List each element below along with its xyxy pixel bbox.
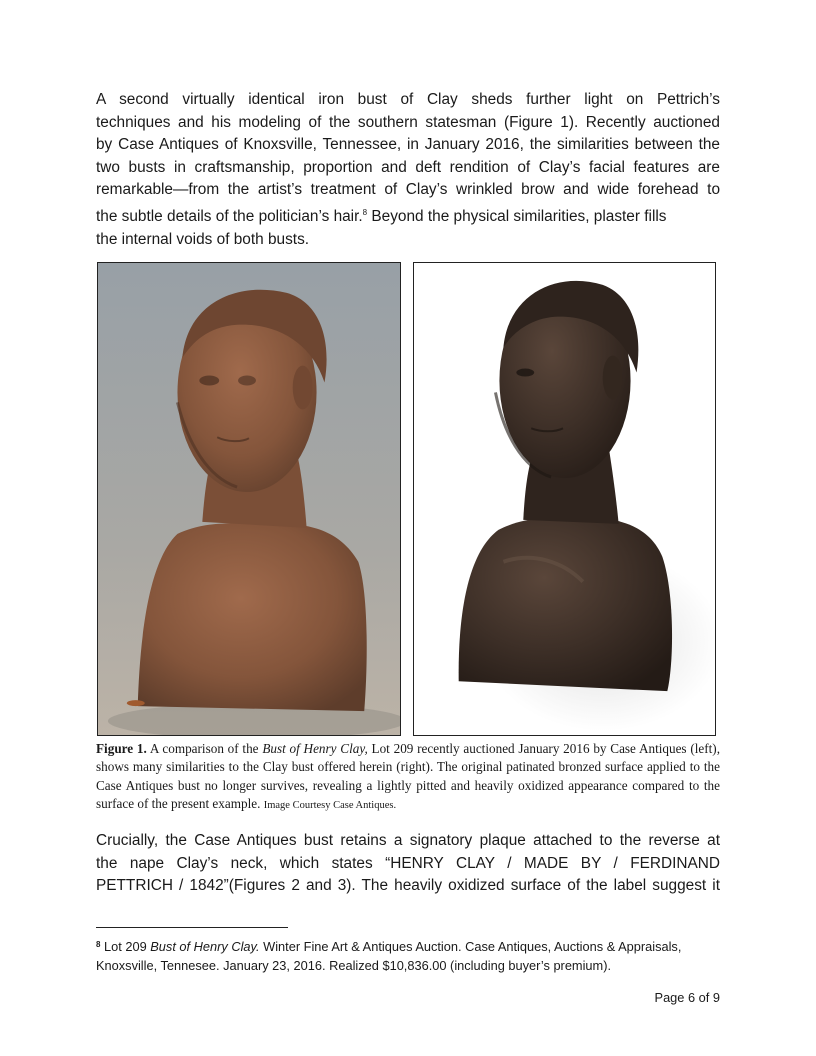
- text-line: remarkable—from the artist’s treatment of Clay’s wrinkled brow and wide forehead to: [96, 181, 720, 199]
- footnote-text: Winter Fine Art & Antiques Auction. Case Antiques, Auctions & Appraisals, Knoxsville, Tennesee. January 23, 2016. Realized $10,836.00 (including buyer’s premium).: [96, 939, 682, 973]
- body-paragraph-2: [96, 830, 720, 898]
- text-line: by Case Antiques of Knoxsville, Tennessee, in January 2016, the similarities between the: [96, 136, 720, 154]
- text-line: the internal voids of both busts.: [96, 230, 310, 248]
- text-line: A second virtually identical iron bust of Clay sheds further light on Pettrich’s: [96, 91, 720, 108]
- footnote-artwork-title: Bust of Henry Clay.: [150, 939, 260, 954]
- text-line: the nape Clay’s neck, which states “HENRY CLAY / MADE BY / FERDINAND: [96, 854, 720, 872]
- page-number: Page 6 of 9: [654, 990, 720, 1005]
- text-line: techniques and his modeling of the southern statesman (Figure 1). Recently auctioned: [96, 113, 720, 131]
- footnote-reference[interactable]: 8: [362, 207, 368, 217]
- footnote-text: Lot 209: [100, 939, 151, 954]
- footnote: [96, 935, 720, 975]
- rusted-iron-bust-image: [98, 263, 400, 735]
- text-line: Crucially, the Case Antiques bust retains a signatory plaque attached to the reverse at: [96, 832, 720, 849]
- bust-photo-case-antiques: [97, 262, 401, 736]
- text-fragment: the subtle details of the politician’s hair.: [96, 207, 363, 225]
- footnote-divider: [96, 927, 288, 928]
- figure-caption: [96, 740, 720, 816]
- text-line-with-footnote: [96, 202, 720, 229]
- body-paragraph-1: [96, 89, 720, 251]
- text-fragment: Beyond the physical similarities, plaster fills: [367, 207, 667, 225]
- bronzed-bust-image: [414, 263, 715, 735]
- text-line: two busts in craftsmanship, proportion and deft rendition of Clay’s facial features are: [96, 158, 720, 176]
- bust-photo-present-example: [413, 262, 716, 736]
- caption-text: Lot 209 recently auctioned January 2016 by Case Antiques (left), shows many similarities to the Clay bust offered herein (right). The original patinated bronzed surface applied to the Case Antiques bust no longer survives, revealing a lightly pitted and heavily oxidized appearance compared to the surface of the present example.: [96, 741, 720, 812]
- caption-text: A comparison of the: [146, 741, 263, 756]
- caption-artwork-title: Bust of Henry Clay,: [262, 741, 368, 756]
- footnote-number: 8: [96, 940, 101, 949]
- text-line: PETTRICH / 1842”(Figures 2 and 3). The heavily oxidized surface of the label suggest it: [96, 877, 720, 895]
- image-credit: Image Courtesy Case Antiques.: [263, 800, 397, 812]
- figure-label: Figure 1.: [96, 741, 147, 756]
